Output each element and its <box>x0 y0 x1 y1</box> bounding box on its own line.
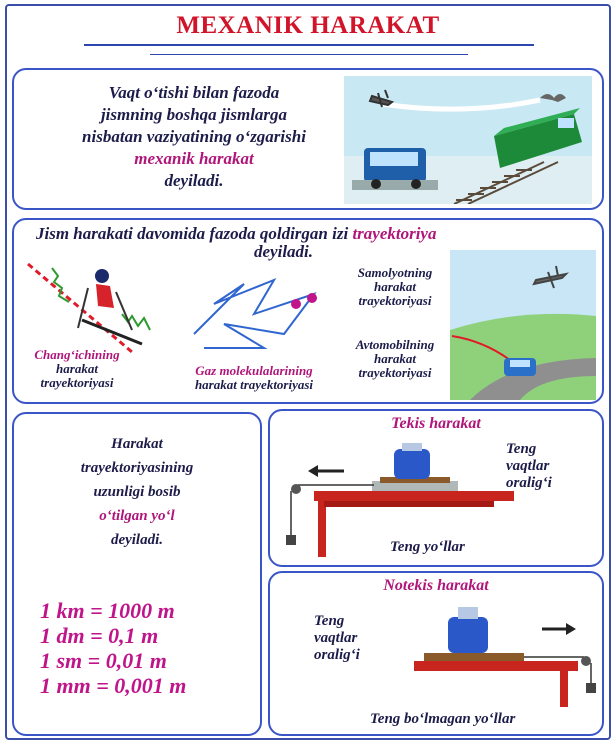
bottle-icon <box>394 443 430 479</box>
label-unequal-paths: Teng bo‘lmagan yo‘llar <box>370 711 516 727</box>
definition-trajectory <box>36 224 436 244</box>
panel-nonuniform-motion <box>268 571 604 736</box>
arrow-right-icon <box>542 623 576 635</box>
scene-bus-train-illustration <box>344 76 592 204</box>
term-mechanical-motion: mexanik harakat <box>134 149 254 168</box>
unit-row: 1 dm = 0,1 m <box>40 623 159 648</box>
definition-distance: Harakat trayektoriyasining uzunligi bosib o‘tilgan yo‘l deyiladi. <box>24 432 250 552</box>
unit-row: 1 km = 1000 m <box>40 598 175 623</box>
title-underline <box>84 44 534 46</box>
definition-line: Jism harakati davomida fazoda qoldirgan izi <box>36 224 349 243</box>
term-distance: o‘tilgan yo‘l <box>99 508 175 524</box>
unit-row: 1 sm = 0,01 m <box>40 648 167 673</box>
term-trajectory: trayektoriya <box>352 224 437 243</box>
panel-uniform-motion <box>268 409 604 567</box>
caption-car-trajectory: Avtomobilning harakat trayektoriyasi <box>355 337 435 380</box>
panel-mechanical-motion <box>12 68 604 210</box>
unit-conversions <box>40 598 186 698</box>
label-equal-paths: Teng yo‘llar <box>390 539 465 555</box>
title-underline-short <box>150 54 468 55</box>
bus-icon <box>352 148 438 190</box>
label-equal-intervals: Teng vaqtlar oralig‘i <box>314 613 360 663</box>
bottle-icon <box>448 607 488 653</box>
definition-line: jismning boshqa jismlarga <box>100 105 288 124</box>
page-title: MEXANIK HARAKAT <box>176 12 440 39</box>
unit-row: 1 mm = 0,001 m <box>40 673 187 698</box>
panel-trajectory <box>12 218 604 404</box>
heading-nonuniform-motion: Notekis harakat <box>383 577 489 594</box>
car-icon <box>504 358 536 376</box>
heading-uniform-motion: Tekis harakat <box>391 415 481 432</box>
caption-plane-trajectory: Samolyotning harakat trayektoriyasi <box>357 265 433 308</box>
table-bottle-pulley-illustration <box>404 597 600 707</box>
definition-end: deyiladi. <box>164 171 224 190</box>
definition-line: nisbatan vaziyatining o‘zgarishi <box>82 127 306 146</box>
gas-molecule-trajectory-illustration <box>184 264 334 354</box>
label-equal-intervals: Teng vaqtlar oralig‘i <box>506 441 552 491</box>
definition-mechanical-motion <box>44 82 344 192</box>
definition-line: Vaqt o‘tishi bilan fazoda <box>108 83 280 102</box>
arrow-left-icon <box>308 465 344 477</box>
skier-illustration <box>22 258 172 354</box>
caption-skier-trajectory: Chang‘ichining harakat trayektoriyasi <box>34 347 120 390</box>
plane-car-illustration <box>450 250 596 400</box>
panel-distance <box>12 412 262 736</box>
skier-icon <box>78 269 142 344</box>
definition-end: deyiladi. <box>254 242 314 261</box>
caption-gas-trajectory: Gaz molekulalarining harakat trayektoriyasi <box>194 363 314 392</box>
